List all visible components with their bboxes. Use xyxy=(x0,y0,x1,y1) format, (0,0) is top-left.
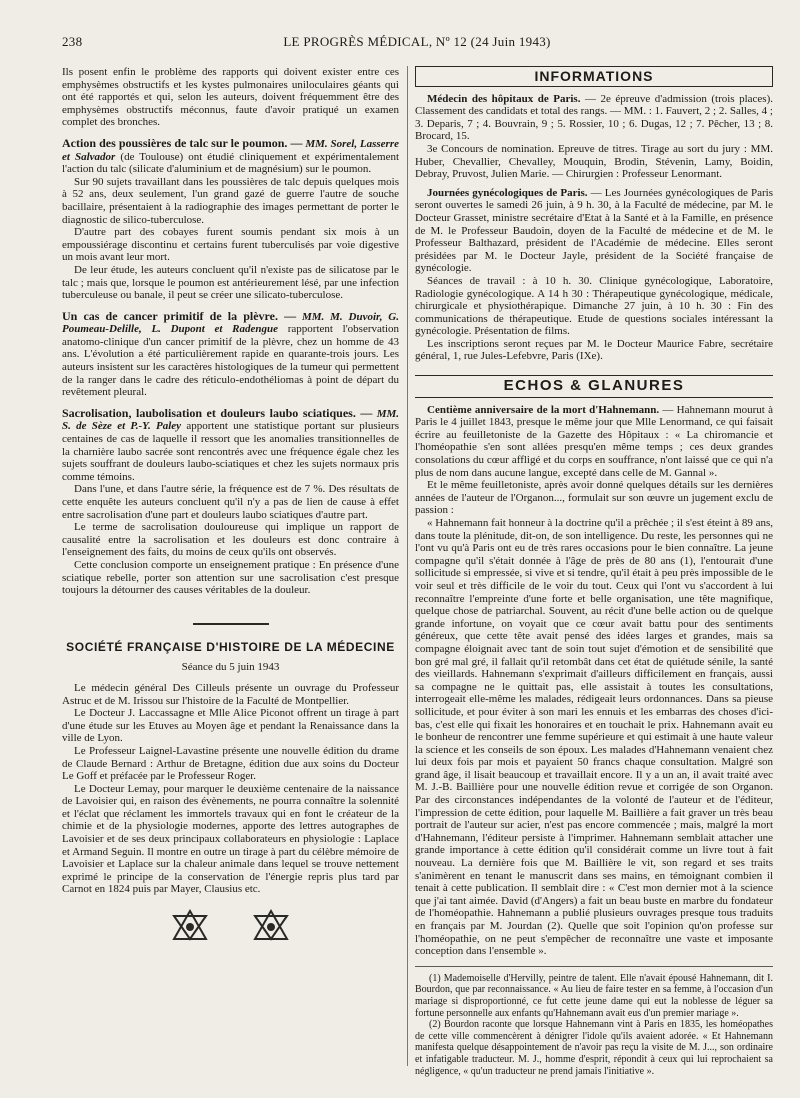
gyneco-text: — Les Journées gynécologiques de Paris seront ouvertes le samedi 26 juin, à 9 h. 30, à la Faculté de médecine, par M. le Docteur Grasset, ministre secrétaire d'Etat à la Santé et à la Famille, en présence de M. le Professeur Baudoin, doyen de la Faculté de médecine et de M. le Professeur Balthazard, président de l'Académie de médecine. Elles seront présidées par M. le Docteur Jayle, président de la Société française de gynécologie. xyxy=(415,186,773,275)
page-header xyxy=(62,34,772,54)
societe-heading: SOCIÉTÉ FRANÇAISE D'HISTOIRE DE LA MÉDECINE xyxy=(66,639,395,654)
footnote-1: (1) Mademoiselle d'Hervilly, peintre de talent. Elle n'avait épousé Hahnemann, dit I. Bourdon, que par reconnaissance. « Au lieu de faire tester en sa femme, à l'occasion d'un mariage si disproportionné, ce fut cette jeune dame qui eut la noblesse de léguer sa fortune personnelle aux enfants qu'Hahnemann avait eus d'un premier mariage ». xyxy=(415,972,773,1019)
talc-authors: MM. Sorel, Lasserre et Salvador xyxy=(62,137,399,163)
seance-date: Séance du 5 juin 1943 xyxy=(181,661,280,674)
footnote-2: (2) Bourdon raconte que lorsque Hahnemann vint à Paris en 1835, les homéopathes de cette ville commencèrent à dénigrer l'idole qu'ils avaient adorée. « Et Hahnemann manifesta quelque désappointement de n'avoir pas reçu la visite de M. J..., son ordinaire et infatigable traducteur. M. J., homme d'esprit, répondit à ceux qui lui reprochaient sa négligence, « qu'un traducteur ne prend jamais l'initiative ». xyxy=(415,1019,773,1077)
hopitaux-text: — 2e épreuve d'admission (trois places). Classement des candidats et total des rangs. — MM. : 1. Fauvert, 2 ; 2. Salles, 4 ; 3. Deparis, 7 ; 4. Bouvrain, 9 ; 5. Rossier, 10 ; 6. Dugas, 12 ; 7. Pêcher, 13 ; 8. Brocard, 15. xyxy=(415,92,773,143)
footnotes xyxy=(415,966,773,1077)
sacro-title: Sacrolisation, laubolisation et douleurs laubo sciatiques. — xyxy=(62,405,373,420)
hopitaux-paragraph-2: 3e Concours de nomination. Epreuve de titres. Tirage au sort du jury : MM. Huber, Chevallier, Chevalley, Mouquin, Brodin, Stévenin, Lamy, Boidin, Debray, Pruvost, Julien Marie. — Chirurgien : Professeur Lenormant. xyxy=(415,142,773,181)
gyneco-paragraph xyxy=(415,187,773,275)
sacro-text: apportent une statistique portant sur plusieurs centaines de cas de laquelle il ressort que les anomalies transitionnelles de la charnière laubo sacrée sont rencontrés avec une fréquence égale chez les sujets souffrant de douleurs laubo-sciatiques et chez les sujets normaux pris comme témoins. xyxy=(62,420,400,483)
hopitaux-paragraph xyxy=(415,93,773,143)
cancer-text: rapportent l'observation anatomo-clinique d'un cancer primitif de la plèvre, chez un homme de 43 ans. L'évolution a été particulièrement rapide en quarante-trois jours. Les auteurs insistent sur les caractères histologiques de la tumeur qui permettent de la ranger dans le cadre des réticulo-endothéliomas à point de départ du revêtement pleural. xyxy=(62,323,399,399)
societe-paragraph-2: Le Docteur J. Laccassagne et Mlle Alice Piconot offrent un tirage à part d'une étude sur les Etuves au Moyen âge et pendant la Renaissance dans la ville de Lyon. xyxy=(62,707,399,745)
gyneco-title: Journées gynécologiques de Paris. xyxy=(427,186,588,199)
article-cancer xyxy=(62,310,399,399)
hahnemann-title: Centième anniversaire de la mort d'Hahnemann. xyxy=(427,403,660,416)
hahnemann-text: — Hahnemann mourut à Paris le 4 juillet 1843, presque le même jour que Mlle Lenormand, ce qui faisait écrire au feuilletoniste de la Gazette des Hôpitaux : « La chiromancie et l'homéopathie s'en sont allées presqu'en même temps ; ces deux grandes consolations du cœur affligé et du corps en souffrance, n'ont laissé que ce qui n'a plus de nom dans aucune langue, excepté dans celle de M. Gannal ». xyxy=(415,403,774,479)
talc-title: Action des poussières de talc sur le poumon. — xyxy=(62,135,303,150)
hahnemann-paragraph-3: « Hahnemann fait honneur à la doctrine qu'il a prêchée ; il s'est éteint à 89 ans, dans toute la plénitude, dit-on, de son intelligence. Du reste, les personnes qui ne l'ont vu qu'à Paris ont eu de très rares occasions pour le bien connaître. La jeune compagne qu'il s'était donnée à l'âge de près de 80 ans (1), l'entourait d'une sollicitude si empressée, si vive et si tendre, qu'il était à peu près impossible de le voir seul et très difficile de le voir du tout. Ceux qui l'ont vu s'accordent à lui reconnaître l'empreinte d'une forte et belle organisation, une tête magnifique, quelque chose de patriarchal. Souvent, au récit d'une belle action ou de quelque grande infortune, on voyait que ce cœur avait battu pour des sentiments généreux, que cette tête avait pensé des idées larges et grandes, mais sa compagne éloignait avec tant de soin tout sujet d'émotion et de sensibilité que bon gré mal gré, il fallait qu'il retombât dans cet état de quiétude sénile, la santé des vieillards. Hahnemann s'exprimait d'ailleurs difficilement en français, aussi sa compagne ne le quittait pas, elle assistait à toutes les consultations, interrogeait elle-même les malades, rédigeait leurs ordonnances. Dans sa pieuse sollicitude, et pour éviter à son mari les ennuis et les embarras des choses d'ici-bas, c'est elle qui fixait les honoraires et en touchait le prix. Hahnemann avait eu le bonheur de rencontrer une femme supérieure et qui estimait à une haute valeur la science et les conseils de son époux. Les malades d'Hahnemann venaient chez lui deux fois par mois et payaient 50 francs chaque consultation. Malgré son grand âge, il lisait beaucoup et travaillait encore. Il y a un an, il avait traité avec M. J.-B. Baillière pour une nouvelle édition revue et corrigée de son Organon. Par des circonstances indépendantes de la volonté de l'auteur et de l'éditeur, l'impression de cette édition, pour laquelle M. Baillière a fait graver un très beau portrait de l'auteur sur acier, n'est pas encore commencée ; mais, malgré la mort d'Hahnemann, l'éditeur persiste à l'imprimer. Hahnemann semblait attacher une grande importance à cette édition qu'il considérait comme un livre tout à fait nouveau. La dernière fois que M. Baillière le vit, son regard et ses traits s'animèrent en tenant le manuscrit dans ses mains, en témoignant combien il tenait à cette publication. Il semblait dire : « C'est mon dernier mot à la science que j'ai tant aimée. David (d'Angers) a fait un beau buste en marbre du fondateur de l'homéopathie. Hahnemann a publié plusieurs ouvrages presque tous traduits en français par M. Jourdan (2). Quelle que soit l'opinion qu'on professe sur l'homéopathie, on ne peut s'empêcher de reconnaître une vaste et imposante conception dans l'ensemble ». xyxy=(415,517,773,958)
talc-text: (de Toulouse) ont étudié cliniquement et expérimentalement l'action du talc (silicate d'aluminium et de magnésium) sur le poumon. xyxy=(62,150,400,176)
talc-paragraph-3: D'autre part des cobayes furent soumis pendant six mois à un empoussiérage discontinu et certains furent tuberculisés par voie digestive un mois avant leur mort. xyxy=(62,226,399,264)
column-divider xyxy=(407,66,408,1066)
sacro-paragraph-4: Cette conclusion comporte un enseignement pratique : En présence d'une sciatique rebelle, porter son attention sur une sacrolisation c'est presque toujours la détourner des causes véritables de la douleur. xyxy=(62,558,399,597)
societe-paragraph-3: Le Professeur Laignel-Lavastine présente une nouvelle édition du drame de Claude Bernard : Arthur de Bretagne, édition due aux soins du Docteur Le Goff et préfacée par le Professeur Roger. xyxy=(62,744,399,783)
page-number: 238 xyxy=(62,34,83,49)
sacro-paragraph-3: Le terme de sacrolisation douloureuse qui implique un rapport de causalité entre la sacrolisation et les douleurs est donc contraire à l'enseignement des faits, du moins de ceux qu'ils ont observés. xyxy=(62,521,399,559)
cancer-authors: MM. M. Duvoir, G. Poumeau-Delille, L. Dupont et Radengue xyxy=(62,310,399,336)
intro-paragraph: Ils posent enfin le problème des rapports qui doivent exister entre ces emphysèmes obstructifs et les kystes pulmonaires uniloculaires géants qui ont été rapportés et qui, selon les auteurs, doivent fréquemment être des emphysèmes obstructifs méconnus, faute d'avoir pratiqué un examen complet des bronches. xyxy=(62,66,399,129)
ornament-star-icon xyxy=(254,910,288,944)
article-talc xyxy=(62,137,399,302)
section-separator xyxy=(193,623,269,625)
talc-paragraph-4: De leur étude, les auteurs concluent qu'il n'existe pas de silicatose par le talc ; mais que, lorsque le poumon est antérieurement lésé, par une infection tuberculeuse ou banale, il peut se créer une silicato-tuberculose. xyxy=(62,263,399,302)
right-column xyxy=(415,66,774,1077)
sacro-first-paragraph xyxy=(62,407,399,484)
societe-paragraph-1: Le médecin général Des Cilleuls présente un ouvrage du Professeur Astruc et de M. Irissou sur l'histoire de la Faculté de Montpellier. xyxy=(62,681,399,707)
echos-heading: ECHOS & GLANURES xyxy=(415,375,773,398)
running-title: LE PROGRÈS MÉDICAL, Nº 12 (24 Juin 1943) xyxy=(283,34,551,49)
article-sacrolisation xyxy=(62,407,399,597)
talc-paragraph-2: Sur 90 sujets travaillant dans les poussières de talc depuis quelques mois à 52 ans, deux seulement, l'un grand gazé de guerre l'autre de souche bacillaire, présentaient à la radiographie des images permettant de porter le diagnostic de silico-tuberculose. xyxy=(62,175,399,226)
sacro-authors: MM. S. de Sèze et P.-Y. Paley xyxy=(62,407,399,433)
hahnemann-paragraph-2: Et le même feuilletoniste, après avoir donné quelques détails sur les dernières années de l'auteur de l'Organon..., formulait sur son œuvre un jugement exclu de passion : xyxy=(415,479,773,517)
hopitaux-title: Médecin des hôpitaux de Paris. xyxy=(427,92,581,105)
left-column xyxy=(62,66,399,1066)
gyneco-paragraph-3: Les inscriptions seront reçues par M. le Docteur Maurice Fabre, secrétaire général, 1, rue Jules-Lefebvre, Paris (IXe). xyxy=(415,337,773,363)
talc-first-paragraph xyxy=(62,137,399,176)
sacro-paragraph-2: Dans l'une, et dans l'autre série, la fréquence est de 7 %. Des résultats de cette enquête les auteurs concluent qu'il n'y a pas de lien de cause à effet entre sacrolisation d'une part et douleurs laubo sciatiques d'autre part. xyxy=(62,483,399,521)
cancer-title: Un cas de cancer primitif de la plèvre. — xyxy=(62,308,297,323)
cancer-first-paragraph xyxy=(62,310,399,399)
societe-paragraph-4: Le Docteur Lemay, pour marquer le deuxième centenaire de la naissance de Lavoisier qui, en raison des évènements, ne pourra connaître la solennité et l'éclat que réclament les immortels travaux qui en font le créateur de la chimie et de la physiologie modernes, apporte des lettres autographes de Lavoisier et de ses deux principaux collaborateurs en physiologie : Laplace et Armand Seguin. Il montre en outre un tirage à part du célèbre mémoire de Lavoisier et Laplace sur la chaleur animale dans lequel se trouve nettement exprimé le principe de la conservation de l'énergie repris plus tard par Carnot en 1824 puis par Mayer, Clausius etc. xyxy=(62,782,399,896)
gyneco-paragraph-2: Séances de travail : à 10 h. 30. Clinique gynécologique, Laboratoire, Radiologie gynécologique. A 14 h 30 : Thérapeutique gynécologique, médicale, chirurgicale et physiothérapique. Dimanche 27 juin, à 10 h. 30 : Fin des communications de thérapeutique. Etude de questions sociales intéressant la gynécologie. Présentation de films. xyxy=(415,274,773,338)
ornaments xyxy=(62,910,399,944)
informations-heading: INFORMATIONS xyxy=(415,66,773,87)
ornament-star-icon xyxy=(173,910,207,944)
hahnemann-paragraph-1 xyxy=(415,404,773,480)
